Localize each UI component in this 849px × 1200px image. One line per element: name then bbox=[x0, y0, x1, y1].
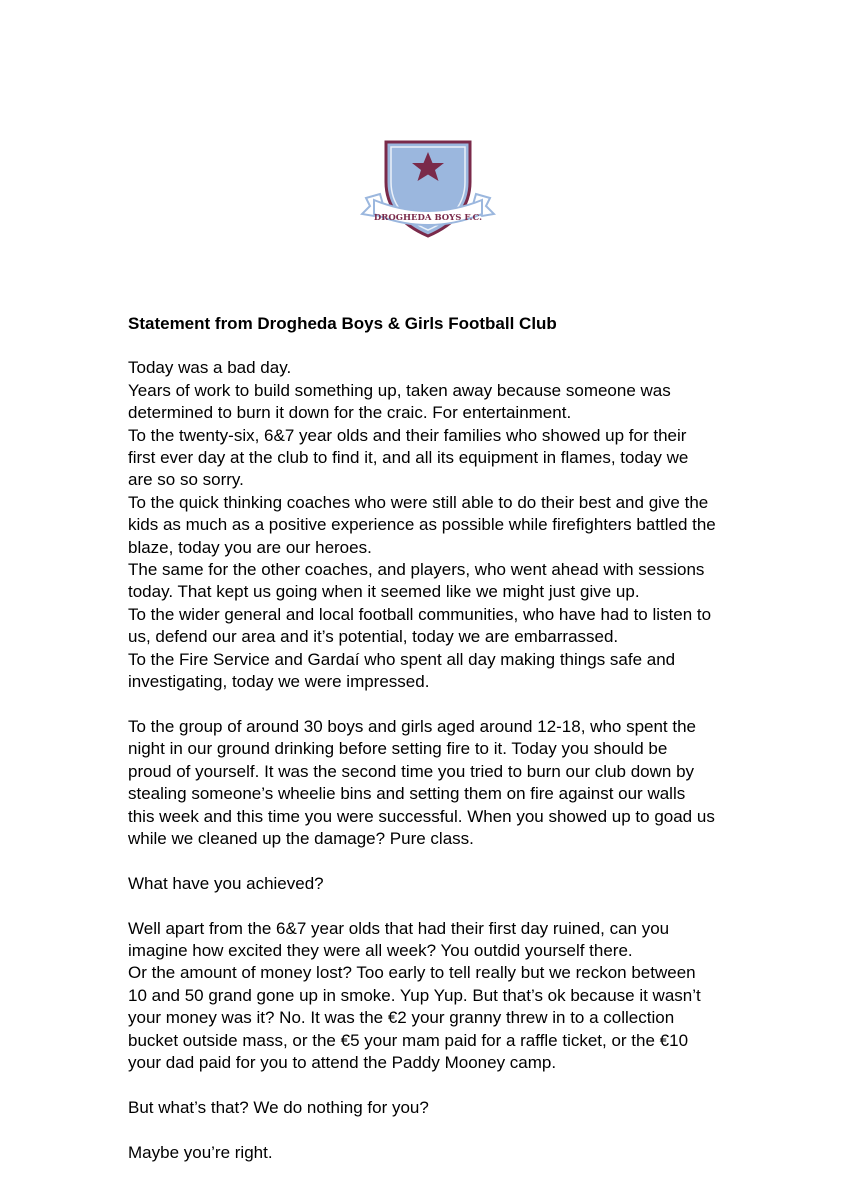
text-line: are so so sorry. bbox=[128, 470, 244, 490]
text-line: night in our ground drinking before setting fire to it. Today you should be bbox=[128, 739, 668, 759]
text-line: What have you achieved? bbox=[128, 873, 324, 893]
text-line: investigating, today we were impressed. bbox=[128, 672, 430, 692]
text-line: The same for the other coaches, and players, who went ahead with sessions bbox=[128, 560, 705, 580]
text-line: 10 and 50 grand gone up in smoke. Yup Yup. But that’s ok because it wasn’t bbox=[128, 985, 701, 1005]
statement-title: Statement from Drogheda Boys & Girls Football Club bbox=[128, 314, 557, 333]
text-line: stealing someone’s wheelie bins and setting them on fire against our walls bbox=[128, 784, 686, 804]
text-line: while we cleaned up the damage? Pure class. bbox=[128, 828, 474, 848]
text-line: today. That kept us going when it seemed like we might just give up. bbox=[128, 582, 640, 602]
club-crest-logo bbox=[360, 138, 496, 242]
paragraph-1 bbox=[128, 357, 738, 693]
text-line: Well apart from the 6&7 year olds that had their first day ruined, can you bbox=[128, 918, 670, 938]
paragraph-2 bbox=[128, 716, 738, 850]
text-line: Maybe you’re right. bbox=[128, 1142, 273, 1162]
statement-body bbox=[128, 313, 738, 1186]
text-line: To the quick thinking coaches who were still able to do their best and give the bbox=[128, 492, 709, 512]
text-line: Or the amount of money lost? Too early to tell really but we reckon between bbox=[128, 963, 696, 983]
text-line: To the group of around 30 boys and girls aged around 12-18, who spent the bbox=[128, 716, 697, 736]
paragraph-4 bbox=[128, 918, 738, 1075]
text-line: To the wider general and local football communities, who have had to listen to bbox=[128, 604, 712, 624]
text-line: To the Fire Service and Gardaí who spent all day making things safe and bbox=[128, 649, 676, 669]
text-line: To the twenty-six, 6&7 year olds and their families who showed up for their bbox=[128, 425, 687, 445]
text-line: this week and this time you were successful. When you showed up to goad us bbox=[128, 806, 715, 826]
text-line: bucket outside mass, or the €5 your mam paid for a raffle ticket, or the €10 bbox=[128, 1030, 689, 1050]
paragraph-5 bbox=[128, 1097, 738, 1119]
text-line: blaze, today you are our heroes. bbox=[128, 537, 372, 557]
text-line: But what’s that? We do nothing for you? bbox=[128, 1097, 429, 1117]
text-line: Years of work to build something up, taken away because someone was bbox=[128, 380, 671, 400]
text-line: us, defend our area and it’s potential, today we are embarrassed. bbox=[128, 627, 619, 647]
text-line: your money was it? No. It was the €2 your granny threw in to a collection bbox=[128, 1008, 675, 1028]
text-line: first ever day at the club to find it, and all its equipment in flames, today we bbox=[128, 448, 689, 468]
text-line: proud of yourself. It was the second time you tried to burn our club down by bbox=[128, 761, 695, 781]
text-line: determined to burn it down for the craic. For entertainment. bbox=[128, 403, 572, 423]
paragraph-6 bbox=[128, 1142, 738, 1164]
text-line: kids as much as a positive experience as possible while firefighters battled the bbox=[128, 515, 716, 535]
crest-ribbon-text: DROGHEDA BOYS F.C. bbox=[373, 213, 483, 223]
text-line: your dad paid for you to attend the Paddy Mooney camp. bbox=[128, 1052, 557, 1072]
text-line: Today was a bad day. bbox=[128, 358, 292, 378]
text-line: imagine how excited they were all week? You outdid yourself there. bbox=[128, 940, 633, 960]
paragraph-3 bbox=[128, 873, 738, 895]
